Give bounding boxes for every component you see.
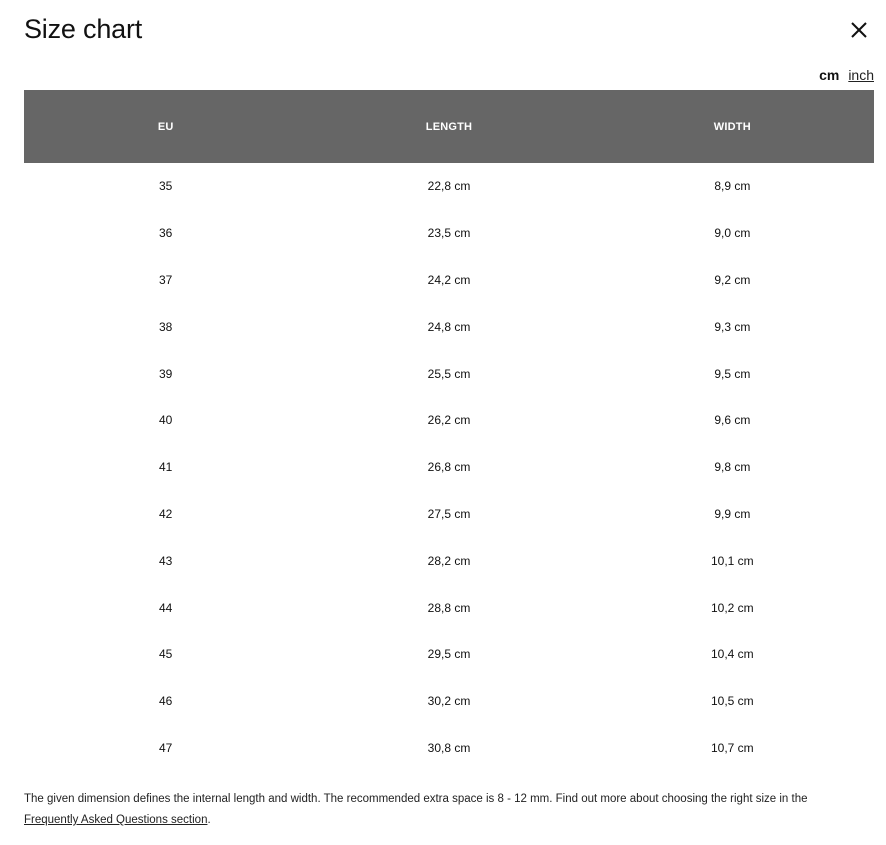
table-header-row [24,90,874,163]
cell-width: 9,6 cm [714,413,751,428]
footnote-period: . [207,814,211,826]
cell-width: 10,7 cm [710,740,754,755]
column-header-width: WIDTH [591,90,874,163]
faq-link[interactable]: Frequently Asked Questions section [24,814,208,826]
size-footnote [24,789,874,831]
cell-length: 27,5 cm [427,506,471,521]
cell-width: 9,0 cm [714,226,751,241]
cell-eu: 41 [158,460,173,475]
cell-length: 28,8 cm [427,600,471,615]
unit-switcher [819,67,874,83]
table-row [24,257,874,304]
cell-eu: 35 [158,179,173,194]
table-row [24,397,874,444]
table-row [24,537,874,584]
cell-eu: 39 [158,366,173,381]
table-row [24,725,874,772]
cell-eu: 42 [158,506,173,521]
modal-title: Size chart [24,14,143,44]
table-row [24,631,874,678]
cell-eu: 36 [158,226,173,241]
cell-width: 9,8 cm [714,460,751,475]
cell-length: 25,5 cm [427,366,471,381]
column-header-length: LENGTH [307,90,590,163]
table-row [24,210,874,257]
cell-length: 26,2 cm [427,413,471,428]
size-table [24,90,874,771]
unit-cm-toggle[interactable]: cm [819,67,840,83]
cell-length: 29,5 cm [427,647,471,662]
cell-length: 24,2 cm [427,272,471,287]
footnote-text: The given dimension defines the internal length and width. The recommended extra space is 8 - 12 mm. Find out more about choosing the right size in the [24,793,808,805]
cell-width: 9,3 cm [714,319,751,334]
cell-width: 10,2 cm [710,600,754,615]
column-header-eu: EU [24,90,307,163]
unit-inch-toggle[interactable]: inch [848,67,874,83]
cell-length: 30,8 cm [427,740,471,755]
cell-eu: 47 [158,740,173,755]
cell-width: 9,5 cm [714,366,751,381]
close-icon [846,18,872,44]
table-row [24,444,874,491]
cell-eu: 46 [158,694,173,709]
cell-width: 9,9 cm [714,506,751,521]
table-row [24,584,874,631]
cell-eu: 44 [158,600,173,615]
table-row [24,163,874,210]
cell-length: 23,5 cm [427,226,471,241]
cell-width: 10,5 cm [710,694,754,709]
cell-length: 30,2 cm [427,694,471,709]
table-row [24,350,874,397]
cell-eu: 40 [158,413,173,428]
cell-width: 9,2 cm [714,272,751,287]
table-row [24,303,874,350]
cell-eu: 38 [158,319,173,334]
cell-eu: 37 [158,272,173,287]
close-button[interactable] [846,18,872,44]
cell-eu: 43 [158,553,173,568]
table-row [24,678,874,725]
cell-length: 24,8 cm [427,319,471,334]
cell-width: 10,1 cm [710,553,754,568]
table-row [24,491,874,538]
cell-length: 28,2 cm [427,553,471,568]
cell-length: 26,8 cm [427,460,471,475]
cell-width: 8,9 cm [714,179,751,194]
cell-length: 22,8 cm [427,179,471,194]
cell-eu: 45 [158,647,173,662]
cell-width: 10,4 cm [710,647,754,662]
